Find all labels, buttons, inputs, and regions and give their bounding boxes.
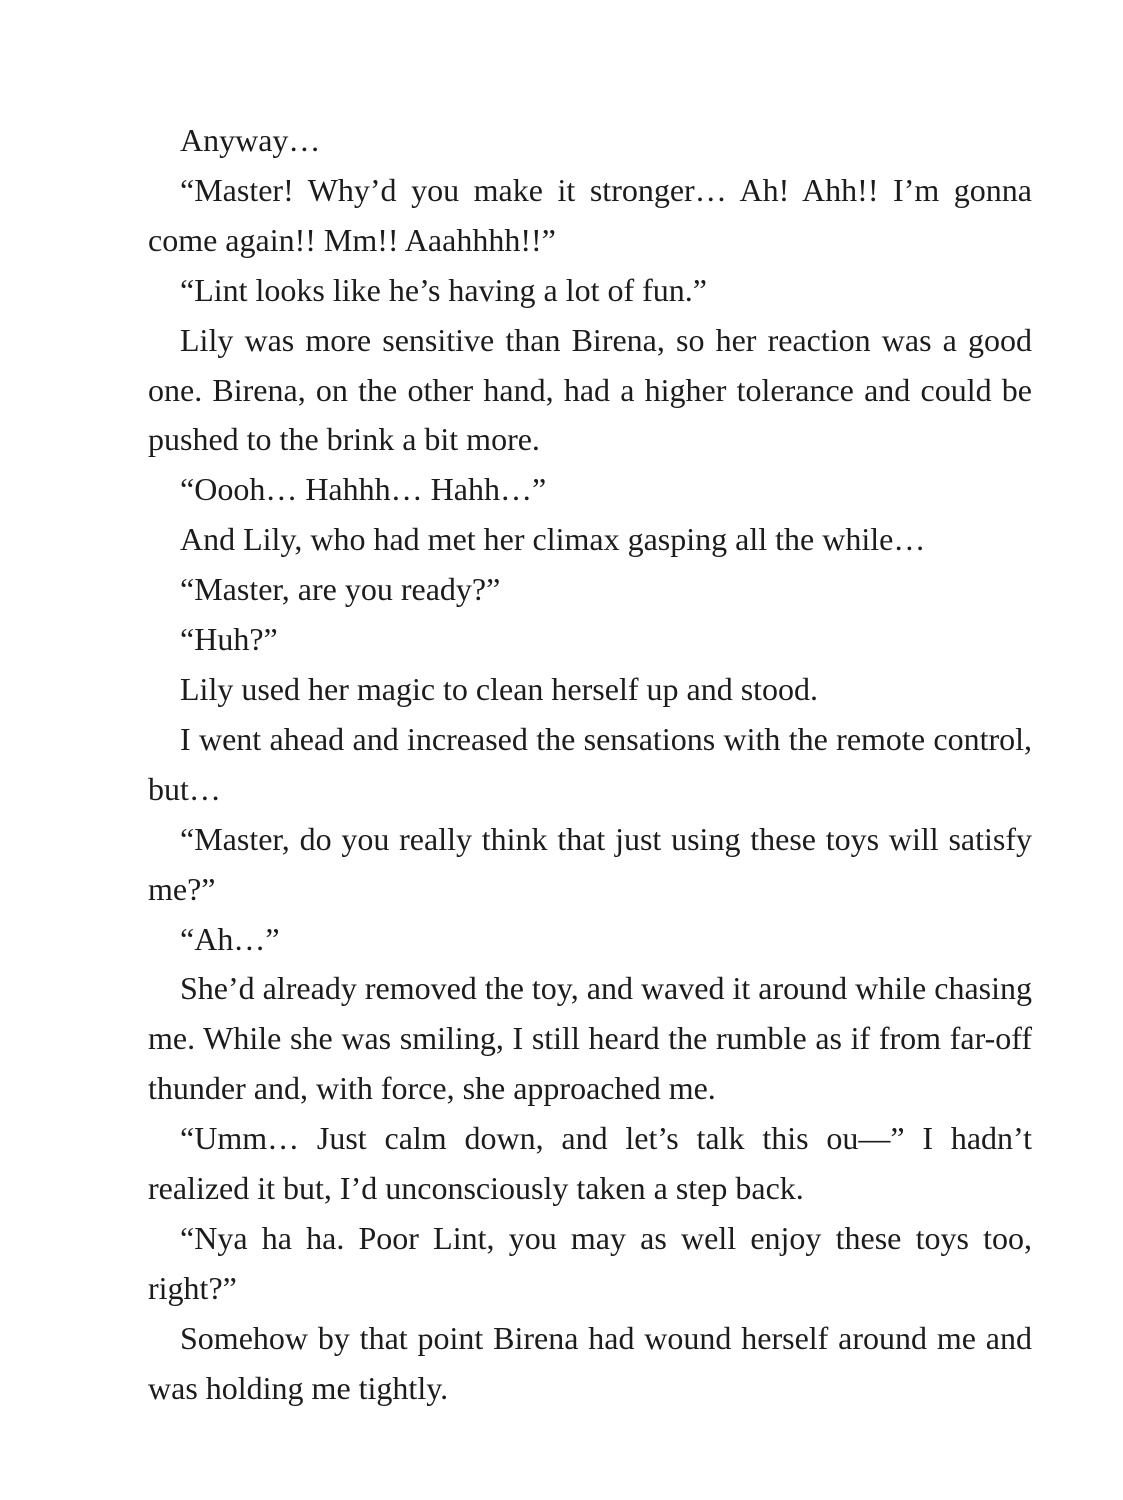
paragraph: “Master, are you ready?” bbox=[180, 571, 501, 608]
paragraph: “Nya ha ha. Poor Lint, you may as well enjoy these toys too, right?” bbox=[148, 1219, 1032, 1306]
paragraph: “Ah…” bbox=[180, 920, 280, 957]
paragraph: “Lint looks like he’s having a lot of fun.” bbox=[180, 271, 707, 308]
paragraph: Lily was more sensitive than Birena, so her reaction was a good one. Birena, on the other hand, had a higher tolerance and could be pushed to the brink a bit more. bbox=[148, 321, 1032, 458]
paragraph: She’d already removed the toy, and waved it around while chasing me. While she was smiling, I still heard the rumble as if from far-off thunder and, with force, she approached me. bbox=[148, 970, 1032, 1107]
paragraph: I went ahead and increased the sensations with the remote control, but… bbox=[148, 720, 1032, 807]
paragraph: Somehow by that point Birena had wound herself around me and was holding me tightly. bbox=[148, 1319, 1032, 1406]
page-body bbox=[148, 116, 1032, 1414]
paragraph: “Huh?” bbox=[180, 621, 278, 658]
paragraph: Lily used her magic to clean herself up and stood. bbox=[180, 670, 819, 707]
paragraph: And Lily, who had met her climax gasping all the while… bbox=[180, 521, 926, 558]
paragraph: “Umm… Just calm down, and let’s talk this ou—” I hadn’t realized it but, I’d unconsciously taken a step back. bbox=[148, 1120, 1032, 1207]
paragraph: “Master! Why’d you make it stronger… Ah! Ahh!! I’m gonna come again!! Mm!! Aaahhhh!!” bbox=[148, 171, 1032, 258]
paragraph: “Master, do you really think that just using these toys will satisfy me?” bbox=[148, 820, 1032, 907]
paragraph: Anyway… bbox=[180, 122, 321, 158]
paragraph: “Oooh… Hahhh… Hahh…” bbox=[180, 471, 547, 508]
